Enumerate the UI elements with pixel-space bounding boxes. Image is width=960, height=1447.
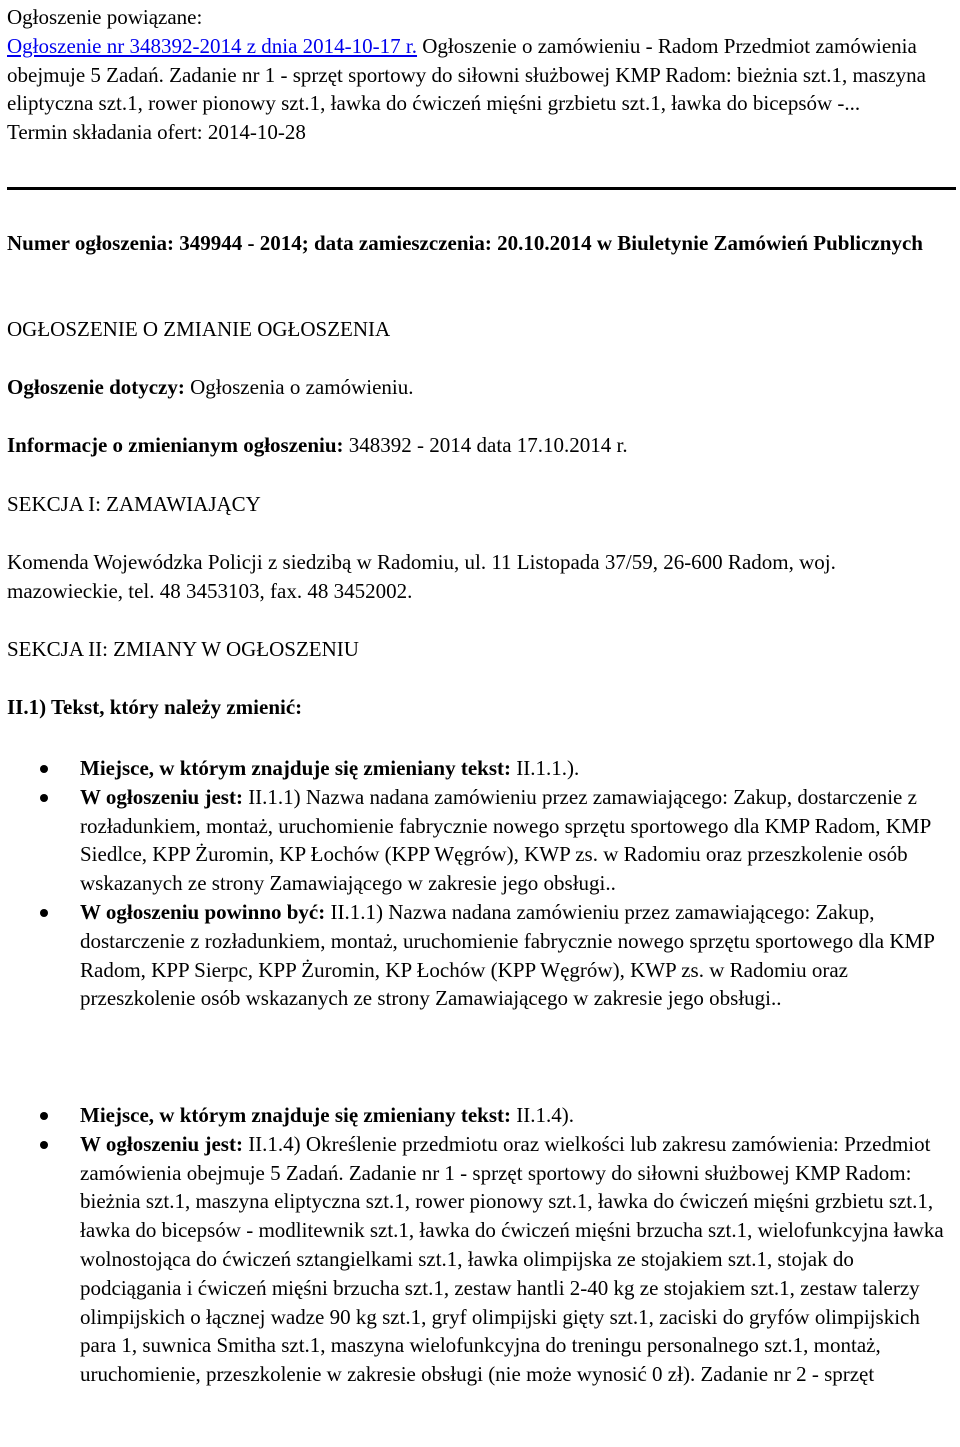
section2-heading: SEKCJA II: ZMIANY W OGŁOSZENIU [7, 637, 359, 661]
bullet-dot [40, 1141, 48, 1149]
list-item-label: Miejsce, w którym znajduje się zmieniany tekst: [80, 1103, 511, 1127]
list-item-value: II.1.1) Nazwa nadana zamówieniu przez zamawiającego: Zakup, dostarczenie z rozładunkiem, montaż, uruchomienie fabrycznie nowego sprzętu sportowego dla KMP Radom, KMP Siedlce, KPP Żuromin, KP Łochów (KPP Węgrów), KWP zs. w Radomiu oraz przeszkolenie osób wskazanych ze strony Zamawiającego w zakresie jego obsługi.. [80, 784, 931, 896]
related-notice [7, 3, 957, 147]
notice-concerns-label: Ogłoszenie dotyczy: [7, 375, 185, 399]
bullet-dot [40, 794, 48, 802]
changes-list-1 [7, 754, 957, 1013]
list-item-label: W ogłoszeniu jest: [80, 1131, 243, 1156]
list-item-label: W ogłoszeniu powinno być: [80, 899, 326, 924]
related-summary-text: Ogłoszenie o zamówieniu - Radom Przedmiot zamówienia obejmuje 5 Zadań. Zadanie nr 1 - sprzęt sportowy do siłowni służbowej KMP Radom: bieżnia szt.1, maszyna eliptyczna szt.1, rower pionowy szt.1, ławka do ćwiczeń mięśni grzbietu szt.1, ławka do bicepsów -... [7, 33, 926, 116]
list-item-value: II.1.1.). [511, 756, 580, 780]
list-item [7, 1130, 957, 1389]
notice-info-value: 348392 - 2014 data 17.10.2014 r. [343, 433, 628, 457]
bullet-dot [40, 765, 48, 773]
list-item-label: Miejsce, w którym znajduje się zmieniany tekst: [80, 756, 511, 780]
related-deadline: Termin składania ofert: 2014-10-28 [7, 120, 306, 145]
related-notice-link[interactable]: Ogłoszenie nr 348392-2014 z dnia 2014-10-17 r. [7, 33, 418, 58]
list-item-value: II.1.4). [511, 1103, 574, 1127]
changes-list-2 [7, 1101, 957, 1389]
section2-subheading: II.1) Tekst, który należy zmienić: [7, 695, 303, 719]
notice-concerns-value: Ogłoszenia o zamówieniu. [184, 375, 414, 399]
bullet-dot [40, 1112, 48, 1120]
related-heading: Ogłoszenie powiązane: [7, 5, 203, 29]
notice-concerns [7, 373, 957, 402]
list-item [7, 754, 957, 783]
bullet-dot [40, 909, 48, 917]
notice-number-line: Numer ogłoszenia: 349944 - 2014; data zamieszczenia: 20.10.2014 w Biuletynie Zamówień Publicznych [7, 231, 923, 255]
section1-text: Komenda Wojewódzka Policji z siedzibą w Radomiu, ul. 11 Listopada 37/59, 26-600 Radom, woj. mazowieckie, tel. 48 3453103, fax. 48 3452002. [7, 550, 836, 603]
list-item [7, 783, 957, 898]
list-item [7, 898, 957, 1013]
notice-info [7, 431, 957, 460]
list-item-label: W ogłoszeniu jest: [80, 784, 243, 809]
list-item [7, 1101, 957, 1130]
notice-info-label: Informacje o zmienianym ogłoszeniu: [7, 433, 344, 457]
separator-rule [7, 187, 956, 190]
section1-heading: SEKCJA I: ZAMAWIAJĄCY [7, 492, 261, 516]
list-item-value: II.1.4) Określenie przedmiotu oraz wielkości lub zakresu zamówienia: Przedmiot zamówienia obejmuje 5 Zadań. Zadanie nr 1 - sprzęt sportowy do siłowni służbowej KMP Radom: bieżnia szt.1, maszyna eliptyczna szt.1, rower pionowy szt.1, ławka do ćwiczeń mięśni grzbietu szt.1, ławka do bicepsów - modlitewnik szt.1, ławka do ćwiczeń mięśni brzucha szt.1, wielofunkcyjna ławka wolnostojąca do ćwiczeń sztangielkami szt.1, ławka olimpijska ze stojakiem szt.1, stojak do podciągania i ćwiczeń mięśni brzucha szt.1, zestaw hantli 2-40 kg ze stojakiem szt.1, zestaw talerzy olimpijskich o łącznej wadze 90 kg szt.1, gryf olimpijski gięty szt.1, zaciski do gryfów olimpijskich para 1, suwnica Smitha szt.1, maszyna wielofunkcyjna do treningu personalnego szt.1, montaż, uruchomienie, przeszkolenie w zakresie obsługi (nie może wynosić 0 zł). Zadanie nr 2 - sprzęt [80, 1131, 944, 1387]
notice-title: OGŁOSZENIE O ZMIANIE OGŁOSZENIA [7, 317, 391, 341]
list-item-value: II.1.1) Nazwa nadana zamówieniu przez zamawiającego: Zakup, dostarczenie z rozładunkiem, montaż, uruchomienie fabrycznie nowego sprzętu sportowego dla KMP Radom, KPP Sierpc, KPP Żuromin, KP Łochów (KPP Węgrów), KWP zs. w Radomiu oraz przeszkolenie osób wskazanych ze strony Zamawiającego w zakresie jego obsługi.. [80, 899, 935, 1011]
related-summary [7, 32, 957, 118]
